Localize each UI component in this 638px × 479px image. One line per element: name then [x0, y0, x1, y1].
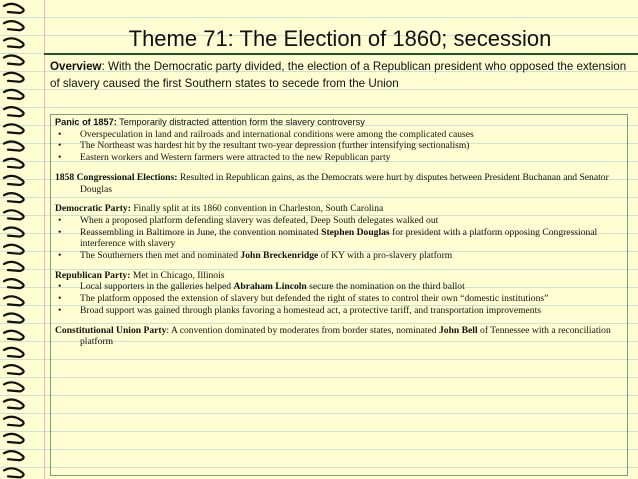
candidate-name: John Bell — [438, 324, 478, 336]
bullet-icon: • — [58, 214, 62, 226]
candidate-name: Abraham Lincoln — [233, 281, 307, 293]
spiral-ring-icon — [4, 417, 24, 426]
spiral-ring-icon — [4, 193, 24, 202]
spiral-ring-icon — [4, 4, 24, 13]
spiral-ring-icon — [4, 38, 24, 47]
spiral-ring-icon — [4, 245, 24, 254]
candidate-name: Stephen Douglas — [321, 226, 390, 238]
spiral-ring-icon — [4, 73, 24, 82]
bullet-icon: • — [58, 304, 62, 316]
list-item: • Eastern workers and Western farmers were attracted to the new Republican party — [58, 152, 391, 164]
list-item: • When a proposed platform defending slavery was defeated, Deep South delegates walked out — [58, 214, 439, 226]
spiral-ring-icon — [4, 124, 24, 133]
spiral-ring-icon — [4, 365, 24, 374]
spiral-ring-icon — [4, 90, 24, 99]
section-constitutional-union-party: Constitutional Union Party: A convention dominated by moderates from border states, nominated John Bell of Tennessee with a reconciliation platform — [55, 324, 611, 348]
section-label: Panic of 1857: — [55, 117, 117, 127]
section-text: Temporarily distracted attention form the slavery controversy — [116, 117, 365, 127]
bullet-icon: • — [58, 128, 62, 140]
margin-line — [44, 0, 45, 479]
bullet-icon: • — [58, 226, 62, 238]
bullet-icon: • — [58, 140, 62, 152]
spiral-ring-icon — [4, 210, 24, 219]
spiral-ring-icon — [4, 451, 24, 460]
section-democratic-party — [55, 203, 627, 262]
candidate-name: John Breckenridge — [240, 250, 319, 262]
spiral-binding-icon — [0, 0, 30, 479]
overview-label: Overview — [50, 60, 102, 73]
section-label: Democratic Party: — [55, 203, 131, 215]
spiral-ring-icon — [4, 142, 24, 151]
section-1858-elections — [55, 172, 627, 195]
section-label: Constitutional Union Party — [55, 324, 167, 336]
section-label: Republican Party: — [55, 269, 131, 281]
section-text: Met in Chicago, Illinois — [130, 269, 225, 281]
section-panic-of-1857 — [55, 117, 627, 164]
spiral-ring-icon — [4, 228, 24, 237]
list-item: • The Northeast was hardest hit by the resultant two-year depression (further intensifying sectionalism) — [58, 140, 470, 152]
spiral-ring-icon — [4, 279, 24, 288]
list-item: • Reassembling in Baltimore in June, the convention nominated Stephen Douglas for president with a platform opposing Congressional interference with slavery — [58, 226, 598, 250]
section-text: Resulted in Republican gains, as the Democrats were hurt by disputes between President Buchanan and Senator Douglas — [80, 171, 609, 195]
spiral-ring-icon — [4, 159, 24, 168]
spiral-ring-icon — [4, 21, 24, 30]
bullet-icon: • — [58, 152, 62, 164]
section-republican-party — [55, 270, 627, 317]
spiral-ring-icon — [4, 348, 24, 357]
spiral-ring-icon — [4, 400, 24, 409]
list-item: • Local supporters in the galleries helped Abraham Lincoln secure the nomination on the third ballot — [58, 281, 465, 293]
spiral-ring-icon — [4, 56, 24, 65]
title-divider — [44, 53, 638, 55]
overview-paragraph — [50, 58, 630, 92]
spiral-ring-icon — [4, 107, 24, 116]
page-title: Theme 71: The Election of 1860; secession — [128, 26, 552, 51]
spiral-ring-icon — [4, 382, 24, 391]
spiral-ring-icon — [4, 176, 24, 185]
spiral-ring-icon — [4, 331, 24, 340]
spiral-ring-icon — [4, 296, 24, 305]
notes-box — [50, 114, 628, 476]
section-label: 1858 Congressional Elections: — [55, 171, 178, 183]
overview-text: : With the Democratic party divided, the election of a Republican president who opposed the extension of slavery caused the first Southern states to secede from the Union — [50, 60, 627, 90]
list-item: • Broad support was gained through planks favoring a homestead act, a protective tariff, and transportation improvements — [58, 304, 541, 316]
section-text: Finally split at its 1860 convention in Charleston, South Carolina — [130, 203, 384, 215]
spiral-ring-icon — [4, 314, 24, 323]
bullet-icon: • — [58, 293, 62, 305]
list-item: • The platform opposed the extension of slavery but defended the right of states to control their own “domestic institutions” — [58, 293, 549, 305]
spiral-ring-icon — [4, 262, 24, 271]
list-item: • Overspeculation in land and railroads and international conditions were among the complicated causes — [58, 128, 474, 140]
bullet-icon: • — [58, 250, 62, 262]
spiral-ring-icon — [4, 434, 24, 443]
spiral-ring-icon — [4, 468, 24, 477]
bullet-icon: • — [58, 281, 62, 293]
list-item: • The Southerners then met and nominated John Breckenridge of KY with a pro-slavery platform — [58, 250, 453, 262]
